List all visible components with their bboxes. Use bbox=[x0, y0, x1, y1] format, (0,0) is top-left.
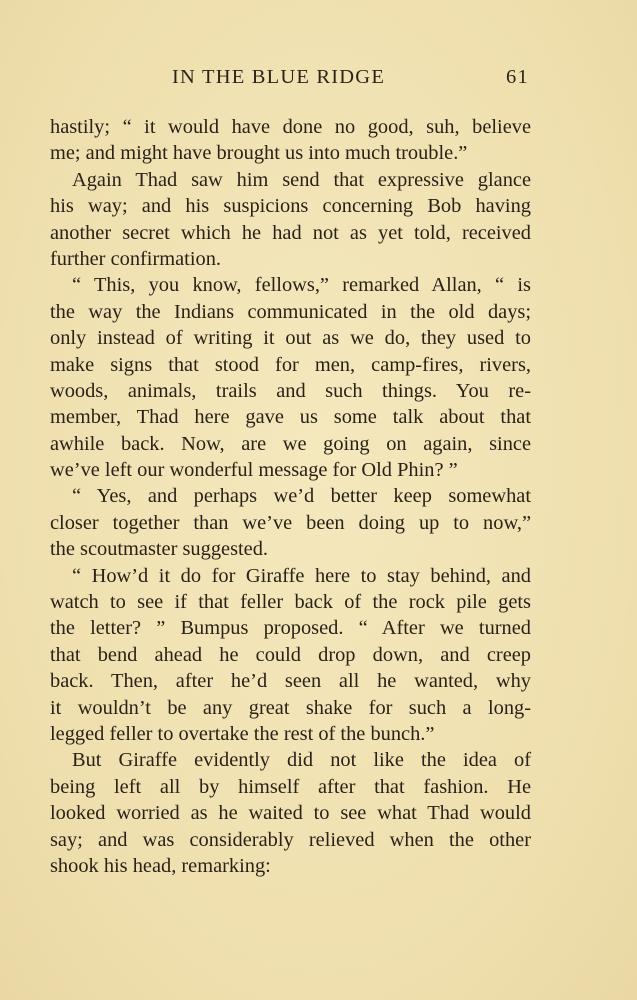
text-line: shook his head, remarking: bbox=[50, 854, 271, 877]
body-text bbox=[50, 114, 531, 879]
text-line: another secret which he had not as yet told, received bbox=[50, 221, 531, 244]
running-title: IN THE BLUE RIDGE bbox=[172, 66, 386, 88]
text-line: being left all by himself after that fashion. He bbox=[50, 775, 531, 798]
text-line: member, Thad here gave us some talk about that bbox=[50, 406, 531, 429]
text-line: woods, animals, trails and such things. You re- bbox=[50, 379, 531, 402]
text-line: that bend ahead he could drop down, and creep bbox=[50, 643, 531, 666]
text-line: say; and was considerably relieved when the other bbox=[50, 828, 531, 851]
page-number: 61 bbox=[506, 66, 529, 88]
paragraph bbox=[50, 747, 531, 879]
text-line: his way; and his suspicions concerning Bob having bbox=[50, 195, 531, 218]
paragraph bbox=[50, 563, 531, 748]
text-line: further confirmation. bbox=[50, 247, 221, 270]
text-line: make signs that stood for men, camp-fires, rivers, bbox=[50, 353, 531, 376]
text-line: “ How’d it do for Giraffe here to stay behind, and bbox=[72, 564, 531, 587]
paragraph bbox=[50, 114, 531, 167]
text-line: it wouldn’t be any great shake for such a long- bbox=[50, 696, 531, 719]
text-line: only instead of writing it out as we do, they used to bbox=[50, 327, 531, 350]
text-line: me; and might have brought us into much trouble.” bbox=[50, 142, 468, 165]
text-line: But Giraffe evidently did not like the idea of bbox=[72, 749, 531, 772]
text-line: watch to see if that feller back of the rock pile gets bbox=[50, 591, 531, 614]
text-line: the letter? ” Bumpus proposed. “ After we turned bbox=[50, 617, 531, 640]
text-line: the scoutmaster suggested. bbox=[50, 538, 269, 561]
text-line: closer together than we’ve been doing up to now,” bbox=[50, 511, 531, 534]
text-line: back. Then, after he’d seen all he wanted, why bbox=[50, 670, 531, 693]
text-line: looked worried as he waited to see what Thad would bbox=[50, 802, 531, 825]
text-line: “ Yes, and perhaps we’d better keep somewhat bbox=[72, 485, 531, 508]
text-line: we’ve left our wonderful message for Old Phin? ” bbox=[50, 459, 458, 482]
text-line: awhile back. Now, are we going on again, since bbox=[50, 432, 531, 455]
text-line: Again Thad saw him send that expressive glance bbox=[72, 168, 531, 191]
text-line: “ This, you know, fellows,” remarked Allan, “ is bbox=[72, 274, 531, 297]
text-line: legged feller to overtake the rest of the bunch.” bbox=[50, 722, 435, 745]
text-line: the way the Indians communicated in the old days; bbox=[50, 300, 531, 323]
paragraph bbox=[50, 483, 531, 562]
paragraph bbox=[50, 272, 531, 483]
text-line: hastily; “ it would have done no good, suh, believe bbox=[50, 116, 531, 138]
paragraph bbox=[50, 167, 531, 273]
